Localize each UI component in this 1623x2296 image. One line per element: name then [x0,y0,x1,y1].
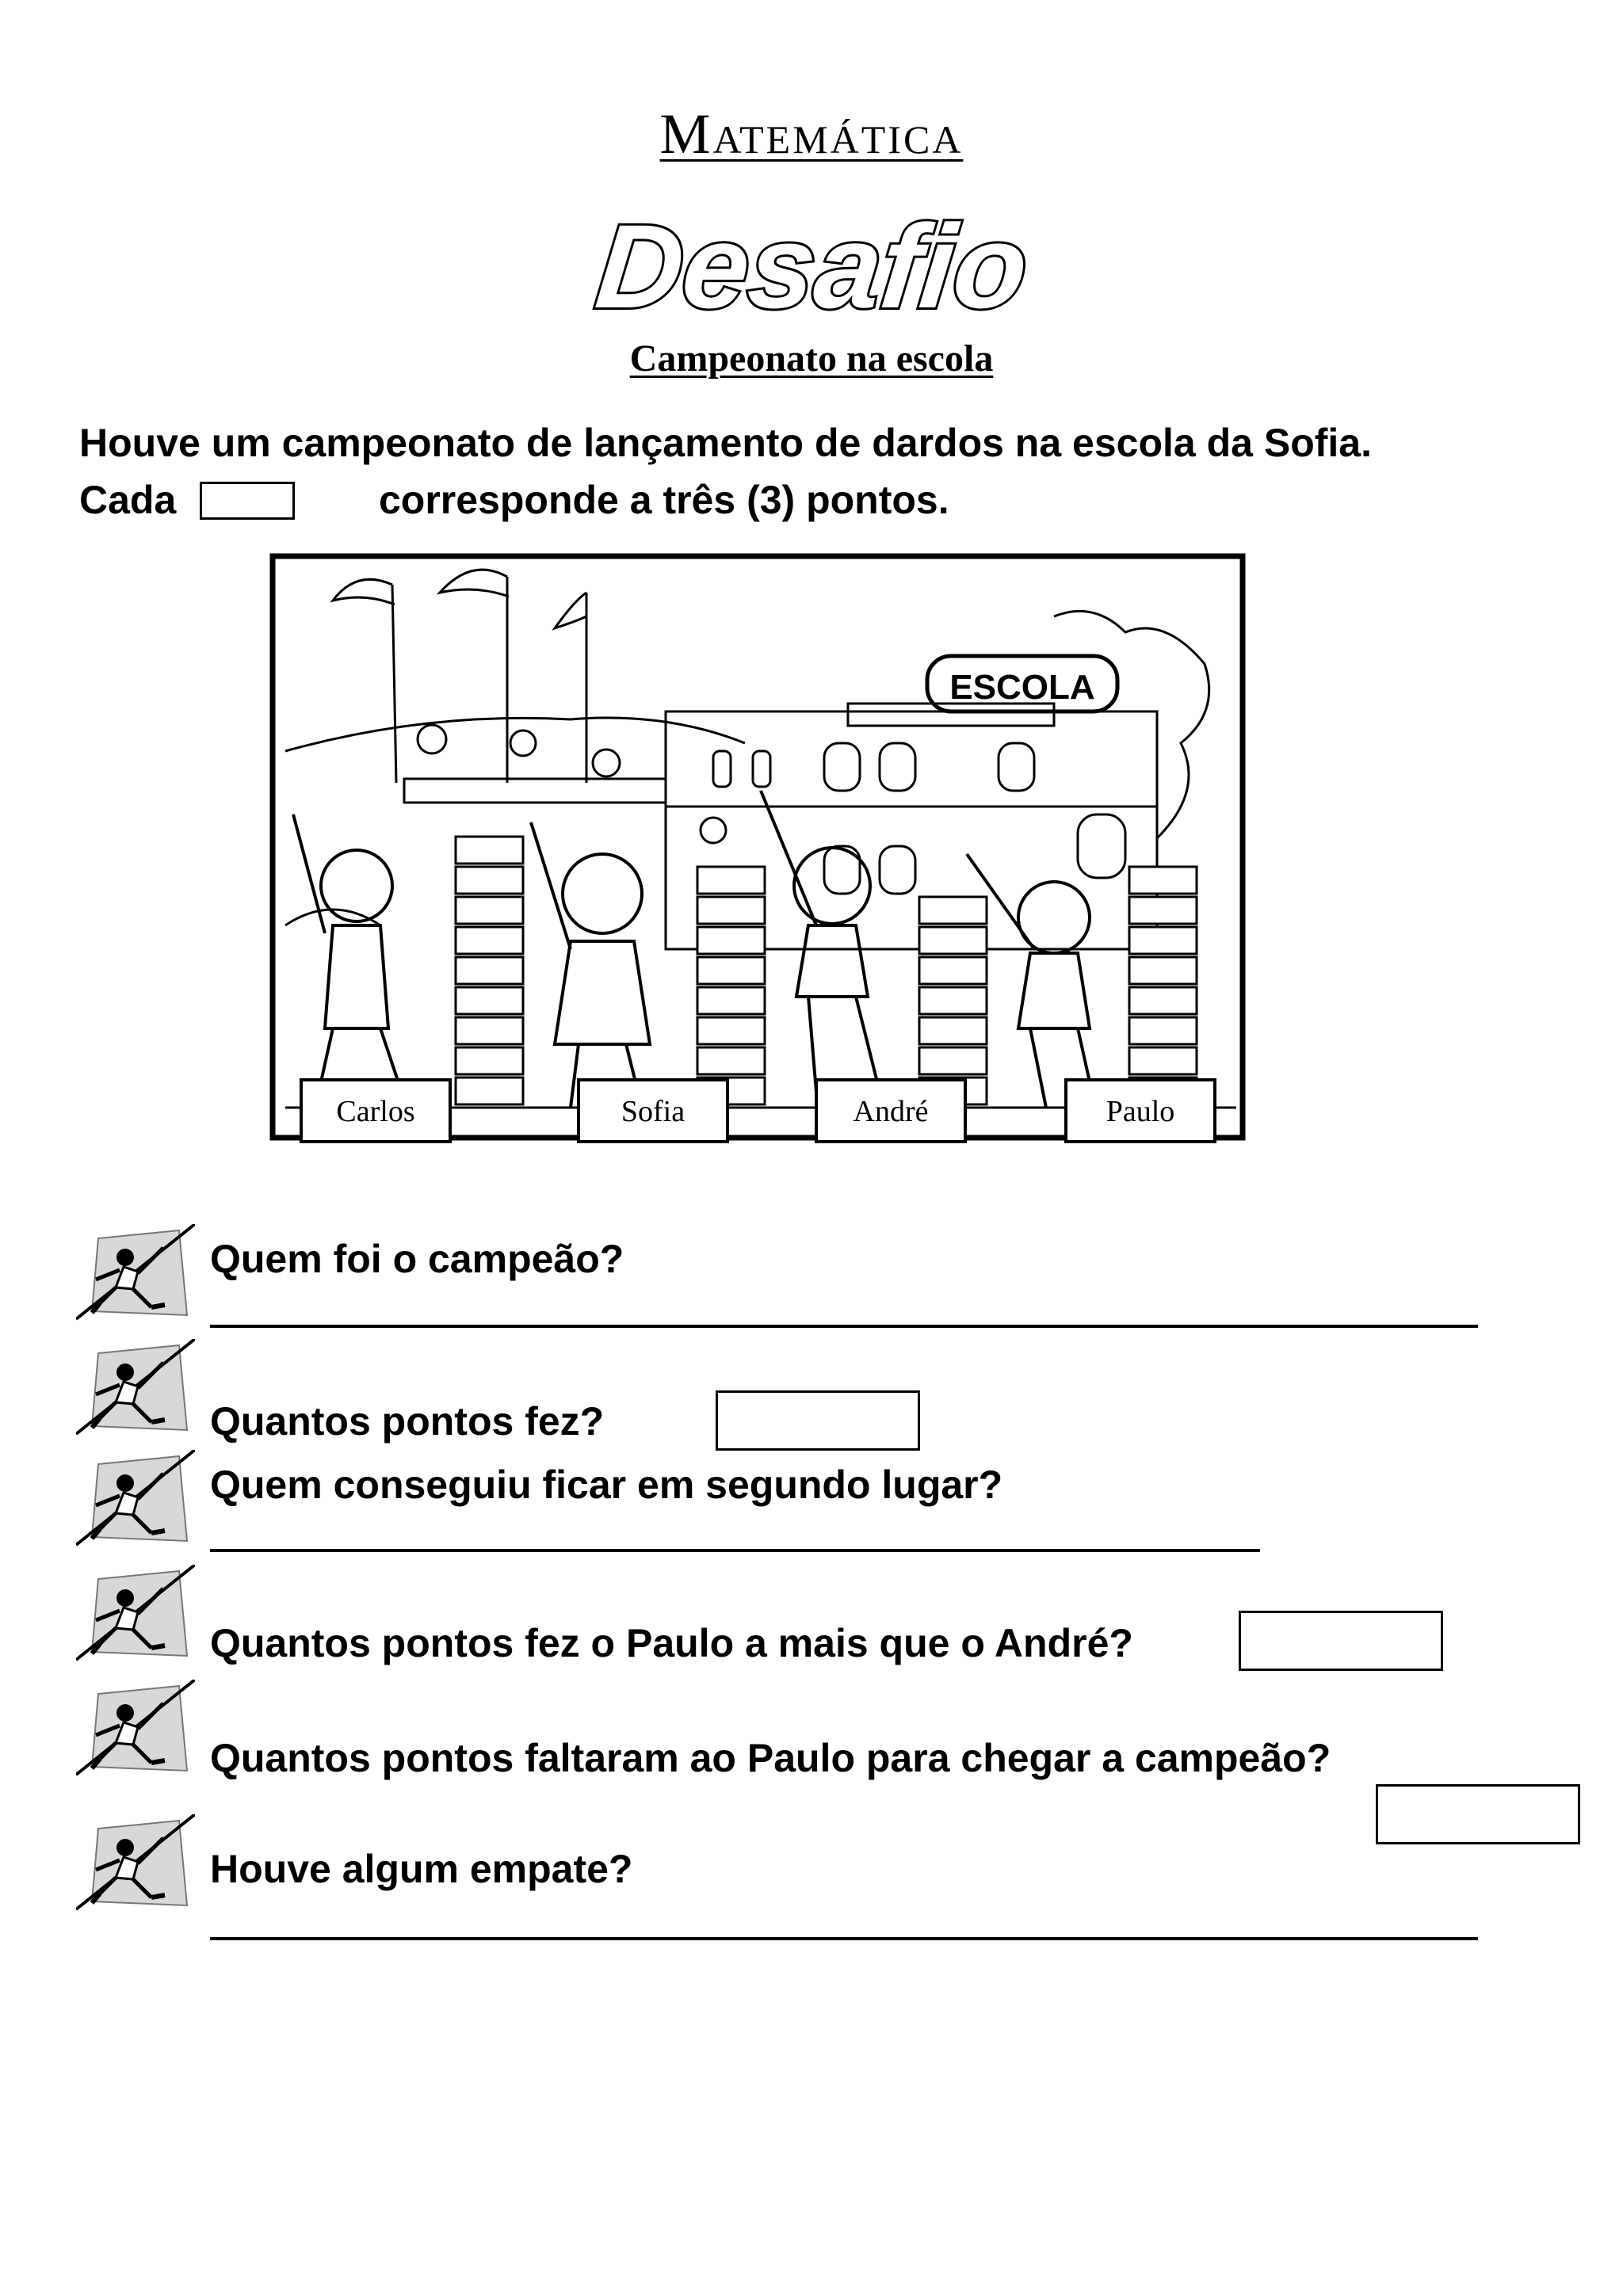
championship-illustration [269,553,1252,1155]
score-block [697,897,765,924]
answer-line-3[interactable] [210,1549,1260,1552]
question-3: Quem conseguiu ficar em segundo lugar? [210,1463,1003,1507]
score-block [919,897,987,924]
score-block [1129,867,1197,894]
answer-box-2[interactable] [716,1390,920,1451]
question-6: Houve algum empate? [210,1847,633,1891]
player-name-sofia: Sofia [621,1095,685,1128]
javelin-thrower-icon [76,1680,195,1783]
javelin-thrower-icon [76,1339,195,1442]
score-block [697,1047,765,1074]
score-block [1129,927,1197,954]
javelin-thrower-icon [76,1224,195,1327]
score-block [1129,987,1197,1014]
score-block [697,987,765,1014]
score-block [1129,1047,1197,1074]
score-block [1129,1017,1197,1044]
question-4: Quantos pontos fez o Paulo a mais que o André? [210,1621,1133,1665]
answer-line-1[interactable] [210,1325,1478,1328]
player-name-andré: André [853,1095,929,1128]
javelin-thrower-icon [76,1450,195,1553]
score-block [456,1077,523,1104]
answer-box-4[interactable] [1239,1611,1443,1671]
score-block [919,1047,987,1074]
score-block [697,927,765,954]
score-block [919,957,987,984]
score-block [697,1017,765,1044]
player-name-carlos: Carlos [336,1095,415,1128]
score-block [919,1017,987,1044]
question-1: Quem foi o campeão? [210,1237,624,1281]
school-sign: ESCOLA [949,668,1095,707]
desafio-title-text: Desafio [590,200,1034,333]
score-block [456,897,523,924]
score-block [697,867,765,894]
score-block [919,927,987,954]
question-2: Quantos pontos fez? [210,1399,605,1444]
desafio-title [555,198,1062,333]
score-block [1129,957,1197,984]
subject-heading: Matemática [659,102,964,166]
player-name-paulo: Paulo [1106,1095,1175,1128]
score-block [919,987,987,1014]
score-block [456,957,523,984]
score-block [456,867,523,894]
score-block [456,987,523,1014]
score-block [456,837,523,864]
answer-line-6[interactable] [210,1937,1478,1940]
intro-line-2-start: Cada [79,478,177,522]
unit-block-symbol [200,482,295,520]
score-block [456,1017,523,1044]
intro-line-2-end: corresponde a três (3) pontos. [379,478,949,522]
exercise-title: Campeonato na escola [629,338,994,379]
question-5: Quantos pontos faltaram ao Paulo para chegar a campeão? [210,1736,1331,1780]
javelin-thrower-icon [76,1565,195,1668]
score-block [1129,897,1197,924]
javelin-thrower-icon [76,1814,195,1917]
score-block [456,927,523,954]
answer-box-5[interactable] [1376,1784,1580,1844]
score-block [456,1047,523,1074]
score-block [697,957,765,984]
intro-line-1: Houve um campeonato de lançamento de dardos na escola da Sofia. [79,421,1372,465]
